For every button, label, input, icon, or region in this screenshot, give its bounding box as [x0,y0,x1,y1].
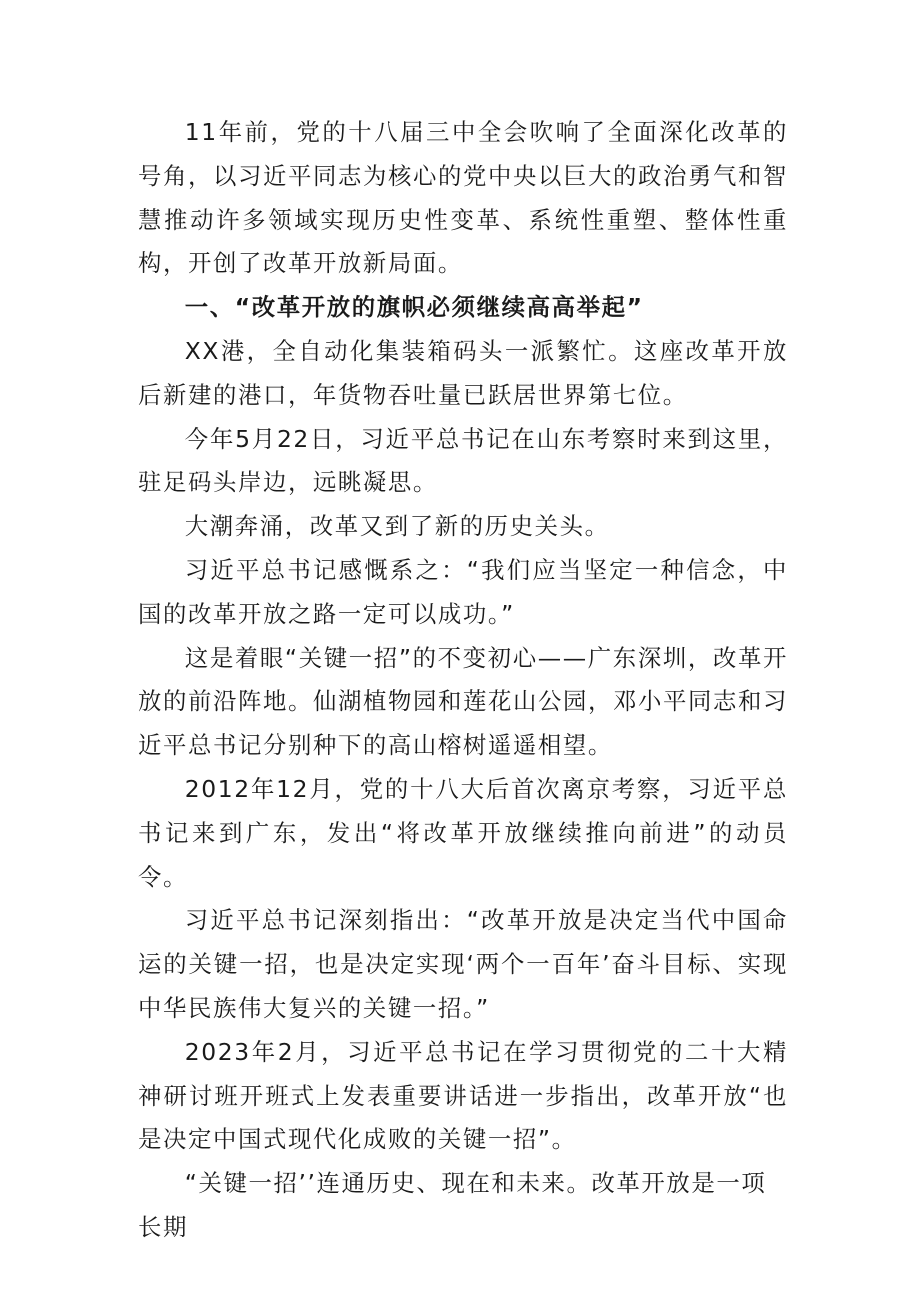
paragraph-belief-quote: 习近平总书记感慨系之：“我们应当坚定一种信念，中国的改革开放之路一定可以成功。” [138,555,788,628]
paragraph-visit: 今年5月22日，习近平总书记在山东考察时来到这里，驻足码头岸边，远眺凝思。 [138,424,788,497]
document-body [138,111,788,1250]
paragraph-port: XX港，全自动化集装箱码头一派繁忙。这座改革开放后新建的港口，年货物吞吐量已跃居世界第七位。 [138,336,788,409]
section-heading-1: 一、“改革开放的旗帜必须继续高高举起” [184,293,644,322]
paragraph-continuation: “关键一招’’连通历史、现在和未来。改革开放是一项长期 [138,1169,767,1241]
paragraph-2023: 2023年2月，习近平总书记在学习贯彻党的二十大精神研讨班开班式上发表重要讲话进一步指出，改革开放“也是决定中国式现代化成败的关键一招”。 [138,1037,788,1154]
paragraph-tide: 大潮奔涌，改革又到了新的历史关头。 [184,512,610,541]
paragraph-intro: 11年前，党的十八届三中全会吹响了全面深化改革的号角，以习近平同志为核心的党中央以巨大的政治勇气和智慧推动许多领域实现历史性变革、系统性重塑、整体性重构，开创了改革开放新局面。 [138,118,788,278]
paragraph-key-move-quote: 习近平总书记深刻指出：“改革开放是决定当代中国命运的关键一招，也是决定实现‘两个一百年’奋斗目标、实现中华民族伟大复兴的关键一招。” [138,906,788,1022]
paragraph-shenzhen: 这是着眼“关键一招”的不变初心——广东深圳，改革开放的前沿阵地。仙湖植物园和莲花山公园，邓小平同志和习近平总书记分别种下的高山榕树遥遥相望。 [138,643,788,760]
paragraph-2012: 2012年12月，党的十八大后首次离京考察，习近平总书记来到广东，发出“将改革开放继续推向前进”的动员令。 [138,774,788,891]
